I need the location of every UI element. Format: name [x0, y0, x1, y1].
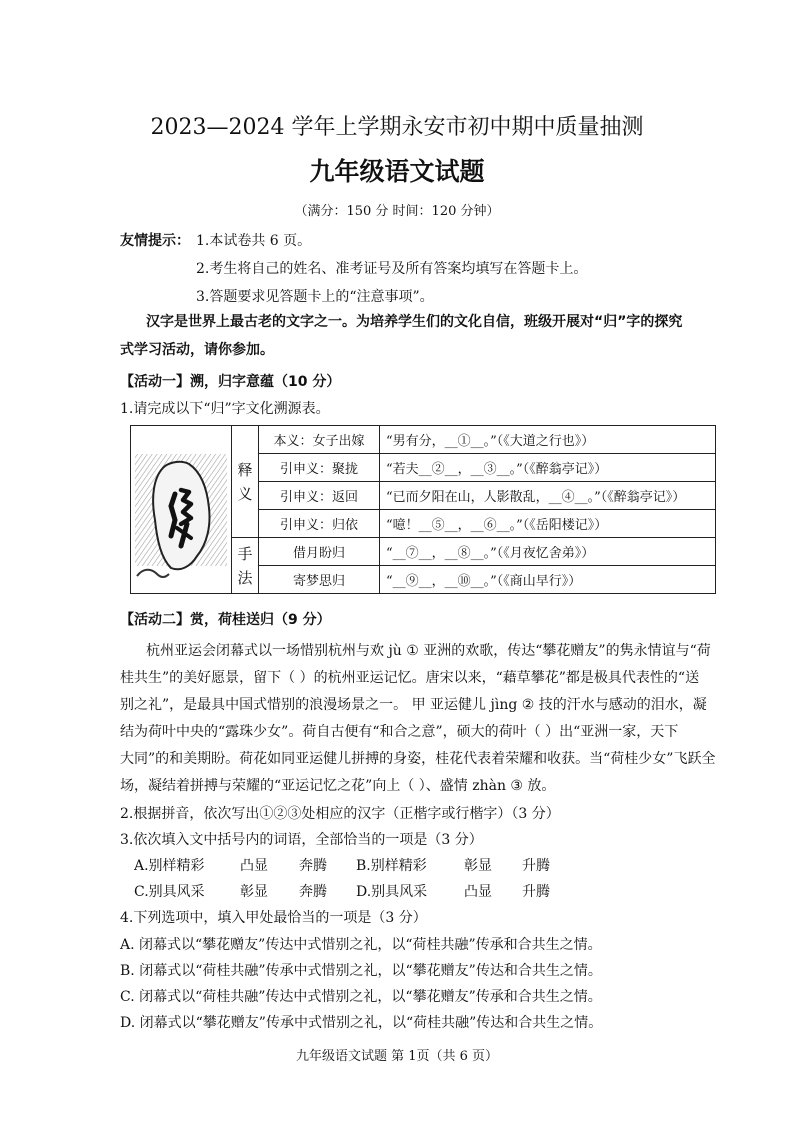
passage-line: 别之礼”，是最具中国式惜别的浪漫场景之一。 甲 亚运健儿 jìng ② 技的汗水与感动的泪水，凝 — [120, 697, 707, 713]
intro-line: 汉字是世界上最古老的文字之一。为培养学生们的文化自信，班级开展对“归”字的探究 — [146, 314, 683, 330]
row-label: 引申义：返回 — [259, 482, 380, 510]
tip-item: 2.考生将自己的姓名、准考证号及所有答案均填写在答题卡上。 — [196, 261, 588, 277]
category-char: 释 — [237, 460, 253, 479]
tip-item: 1.本试卷共 6 页。 — [196, 233, 312, 249]
option-text: A. 闭幕式以“攀花赠友”传达中式惜别之礼，以“荷桂共融”传承和合共生之情。 — [120, 937, 602, 953]
question-3: 3.依次填入文中括号内的词语，全部恰当的一项是（3 分） — [120, 832, 483, 848]
row-label: 引申义：聚拢 — [259, 454, 380, 482]
row-content: “__⑨__，__⑩__。”（《商山早行》） — [380, 566, 716, 594]
option-text: D. 闭幕式以“攀花赠友”传承中式惜别之礼，以“荷桂共融”传达和合共生之情。 — [120, 1015, 603, 1031]
option-text: C. 闭幕式以“荷桂共融”传达中式惜别之礼，以“攀花赠友”传承和合共生之情。 — [120, 989, 602, 1005]
option-text: 彰显 — [240, 884, 268, 900]
option-text: 升腾 — [522, 858, 550, 874]
ancient-gui-glyph-image — [131, 428, 231, 591]
row-content: “噫！__⑤__，__⑥__。”（《岳阳楼记》） — [380, 510, 716, 538]
passage-line: 杭州亚运会闭幕式以一场惜别杭州与欢 jù ① 亚洲的欢歌，传达“攀花赠友”的隽永情谊与“荷 — [146, 643, 711, 659]
option-text: 奔腾 — [299, 858, 327, 874]
row-content: “__⑦__，__⑧__。”（《月夜忆舍弟》） — [380, 538, 716, 566]
row-content: “男有分，__①__。”（《大道之行也》） — [380, 426, 716, 454]
exam-title: 2023—2024 学年上学期永安市初中期中质量抽测 — [150, 115, 644, 140]
page-footer: 九年级语文试题 第 1页（共 6 页） — [295, 1049, 499, 1064]
row-label: 寄梦思归 — [259, 566, 380, 594]
question-2: 2.根据拼音，依次写出①②③处相应的汉字（正楷字或行楷字）（3 分） — [120, 806, 560, 822]
passage-line: 场，凝结着拼搏与荣耀的“亚运记忆之花”向上（ ）、盛情 zhàn ③ 放。 — [120, 778, 556, 794]
activity2-heading: 【活动二】赏，荷桂送归（9 分） — [120, 612, 331, 628]
passage-line: 大同”的和美期盼。荷花如同亚运健儿拼搏的身姿，桂花代表着荣耀和收获。当“荷桂少女”飞跃全 — [120, 751, 716, 767]
category-char: 义 — [237, 484, 253, 503]
option-text: 奔腾 — [299, 884, 327, 900]
activity1-heading: 【活动一】溯，归字意蕴（10 分） — [120, 374, 341, 390]
gui-source-table — [130, 425, 716, 594]
row-label: 引申义：归依 — [259, 510, 380, 538]
question-1: 1.请完成以下“归”字文化溯源表。 — [120, 401, 330, 417]
option-text: 彰显 — [464, 858, 492, 874]
row-content: “若夫__②__，__③__。”（《醉翁亭记》） — [380, 454, 716, 482]
option-text: 凸显 — [464, 884, 492, 900]
option-text: 升腾 — [522, 884, 550, 900]
category-char: 手 — [237, 544, 253, 563]
category-method — [232, 538, 259, 594]
row-label: 借月盼归 — [259, 538, 380, 566]
tip-item: 3.答题要求见答题卡上的“注意事项”。 — [196, 289, 434, 305]
option-text: 凸显 — [240, 858, 268, 874]
exam-meta: （满分：150 分 时间：120 分钟） — [294, 204, 500, 219]
intro-line: 式学习活动，请你参加。 — [120, 342, 274, 358]
row-label: 本义：女子出嫁 — [259, 426, 380, 454]
question-4: 4.下列选项中，填入甲处最恰当的一项是（3 分） — [120, 910, 427, 926]
option-text: B.别样精彩 — [356, 858, 427, 874]
exam-subtitle: 九年级语文试题 — [309, 157, 485, 186]
passage-line: 桂共生”的美好愿景，留下（ ）的杭州亚运记忆。唐宋以来，“藉草攀花”都是极具代表性的“送 — [120, 670, 700, 686]
category-meaning — [232, 426, 259, 538]
option-text: D.别具风采 — [356, 884, 428, 900]
ancient-glyph-cell — [131, 426, 232, 594]
option-text: A.别样精彩 — [134, 858, 205, 874]
passage-line: 结为荷叶中央的“露珠少女”。荷自古便有“和合之意”，硕大的荷叶（ ）出“亚洲一家，天下 — [120, 724, 679, 740]
option-text: B. 闭幕式以“荷桂共融”传承中式惜别之礼，以“攀花赠友”传达和合共生之情。 — [120, 963, 602, 979]
tips-label: 友情提示： — [120, 233, 190, 249]
row-content: “已而夕阳在山，人影散乱，__④__。”（《醉翁亭记》） — [380, 482, 716, 510]
category-char: 法 — [237, 568, 253, 587]
option-text: C.别具风采 — [134, 884, 205, 900]
table-row — [131, 426, 716, 454]
